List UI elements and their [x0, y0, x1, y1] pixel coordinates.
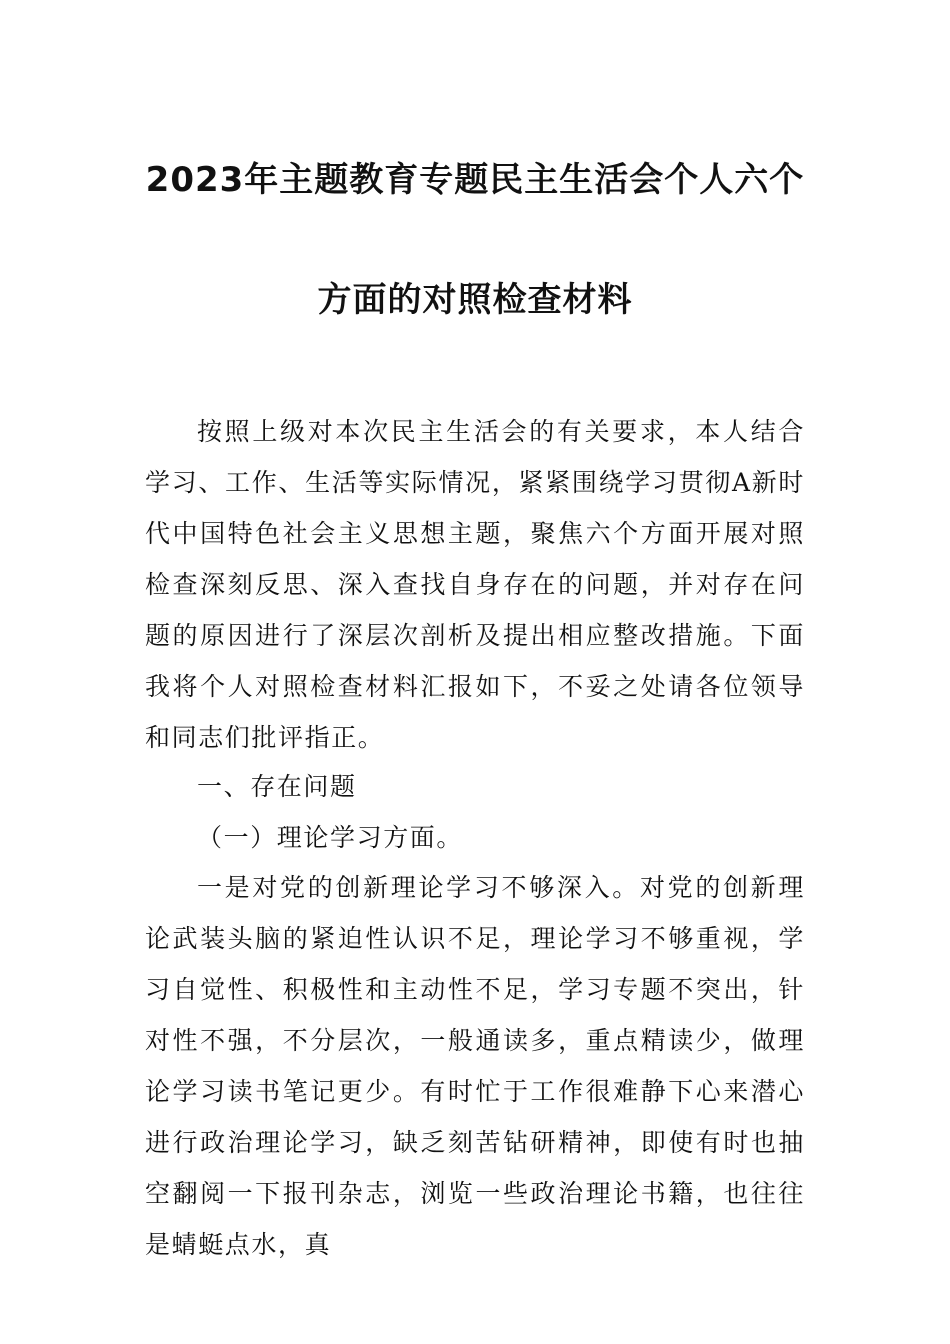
document-title-line-1: 2023年主题教育专题民主生活会个人六个: [145, 160, 805, 200]
section-heading-existing-problems: 一、存在问题: [197, 772, 357, 801]
subsection-heading-theory-study: （一）理论学习方面。: [197, 823, 464, 852]
document-title-line-2: 方面的对照检查材料: [317, 280, 633, 320]
body-paragraph-theory-study: 一是对党的创新理论学习不够深入。对党的创新理论武装头脑的紧迫性认识不足，理论学习不够重视，学习自觉性、积极性和主动性不足，学习专题不突出，针对性不强，不分层次，一般通读多，重点精读少，做理论学习读书笔记更少。有时忙于工作很难静下心来潜心进行政治理论学习，缺乏刻苦钻研精神，即使有时也抽空翻阅一下报刊杂志，浏览一些政治理论书籍，也往往是蜻蜓点水，真: [145, 873, 805, 1259]
intro-paragraph: 按照上级对本次民主生活会的有关要求，本人结合学习、工作、生活等实际情况，紧紧围绕学习贯彻A新时代中国特色社会主义思想主题，聚焦六个方面开展对照检查深刻反思、深入查找自身存在的问题，并对存在问题的原因进行了深层次剖析及提出相应整改措施。下面我将个人对照检查材料汇报如下，不妥之处请各位领导和同志们批评指正。: [145, 417, 805, 752]
